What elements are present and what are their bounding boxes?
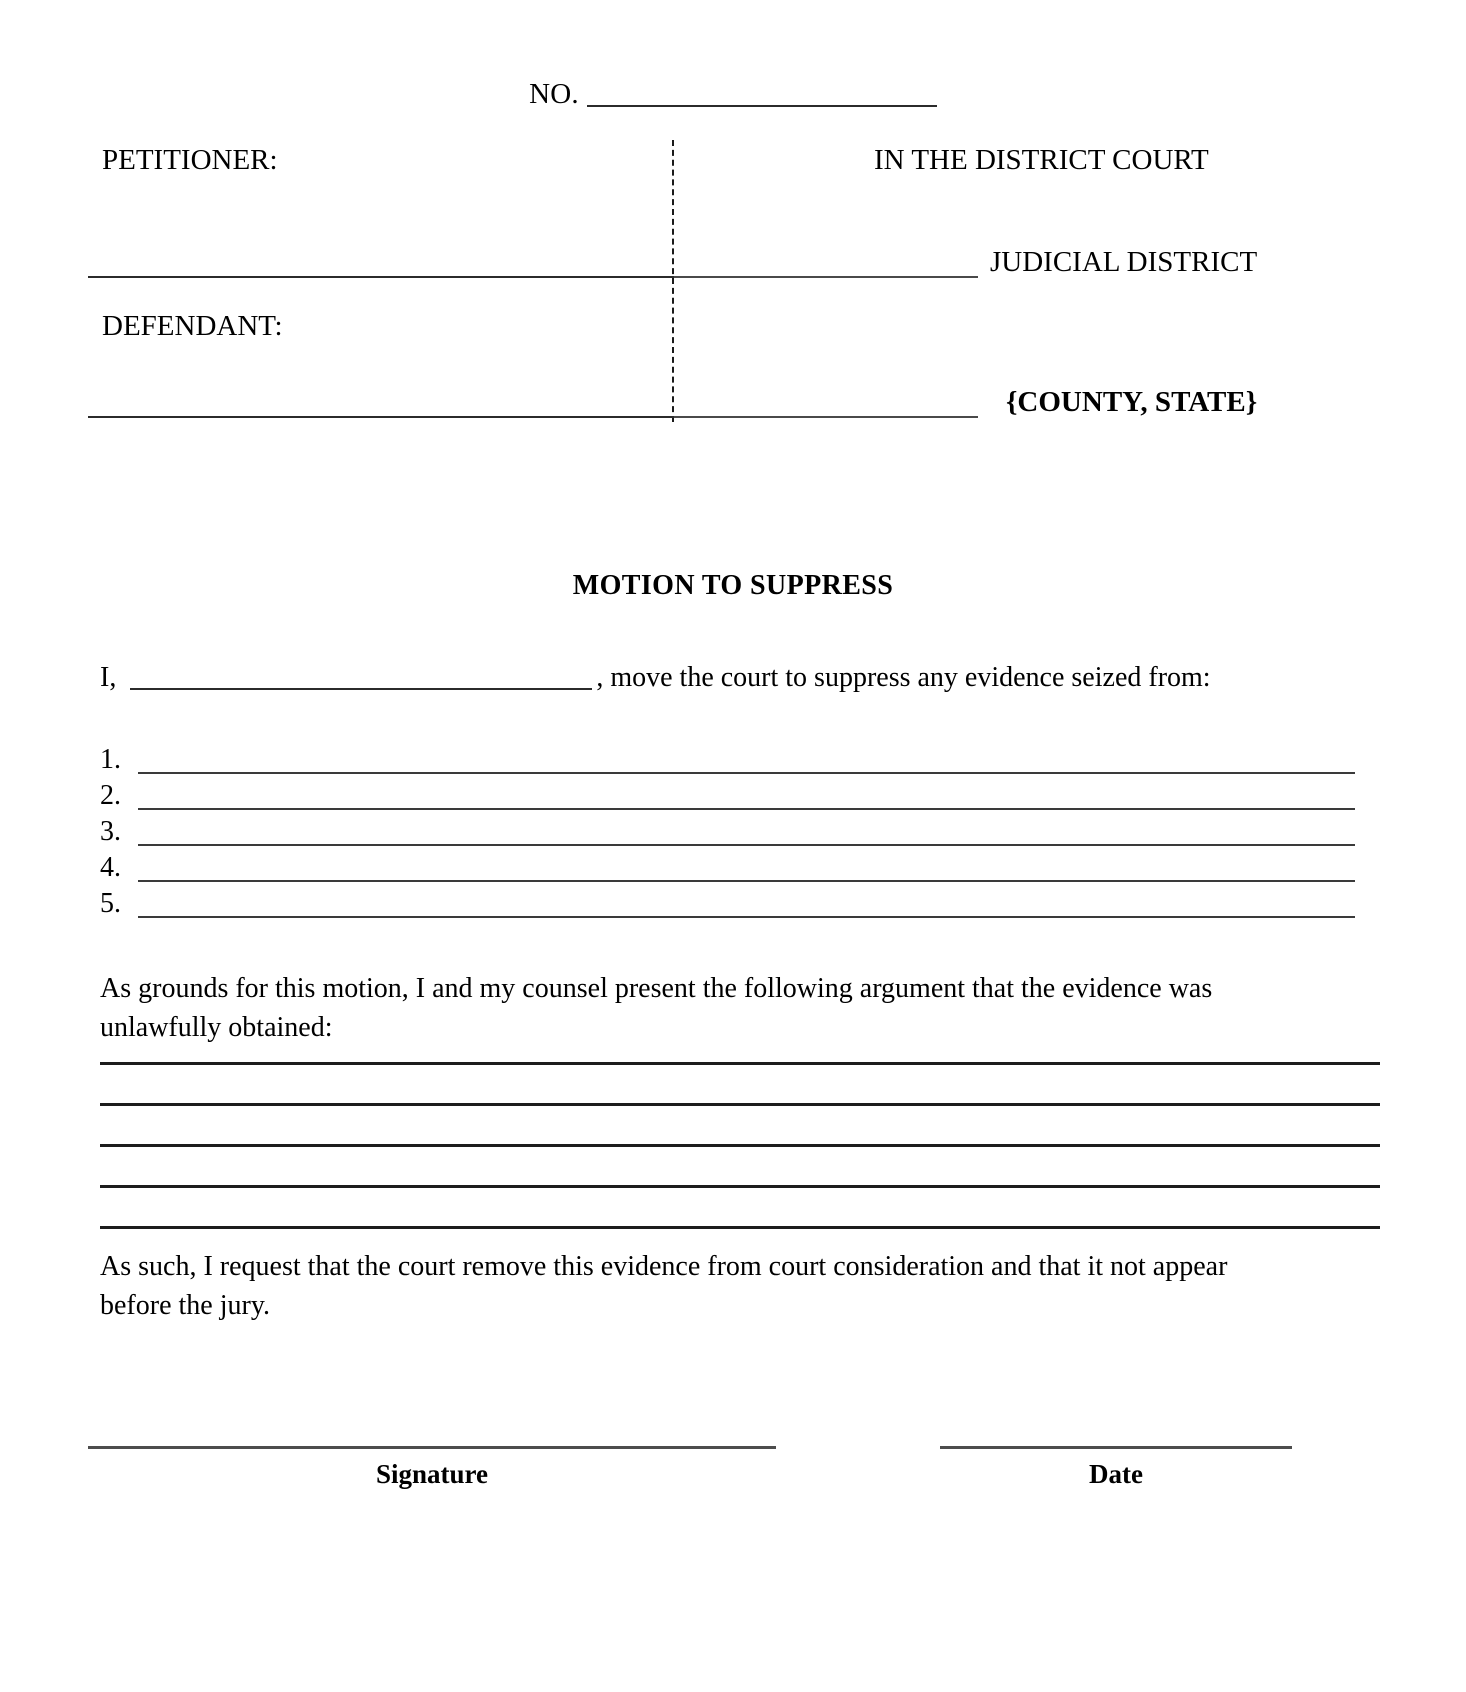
signature-row	[88, 1446, 1380, 1526]
page-title: MOTION TO SUPPRESS	[572, 570, 894, 601]
list-item-number: 3.	[100, 816, 121, 847]
petitioner-name-input[interactable]	[88, 276, 674, 278]
list-item	[100, 774, 1355, 810]
case-number-label: NO.	[529, 78, 579, 110]
list-item-number: 2.	[100, 780, 121, 811]
evidence-input-1[interactable]	[138, 742, 1355, 774]
list-item-number: 4.	[100, 852, 121, 883]
date-block	[940, 1446, 1292, 1490]
request-paragraph: As such, I request that the court remove this evidence from court consideration and that it not appear before the jury.	[100, 1251, 1228, 1321]
judicial-district-number-input[interactable]	[674, 276, 978, 278]
list-item	[100, 810, 1355, 846]
evidence-list	[100, 738, 1355, 918]
movant-prefix-text: I,	[100, 662, 117, 693]
defendant-label: DEFENDANT:	[102, 310, 283, 342]
grounds-line-3[interactable]	[100, 1106, 1380, 1147]
county-state-input[interactable]	[674, 416, 978, 418]
grounds-line-1[interactable]	[100, 1024, 1380, 1065]
movant-suffix-text: , move the court to suppress any evidence seized from:	[596, 662, 1211, 693]
list-item	[100, 846, 1355, 882]
evidence-input-5[interactable]	[138, 886, 1355, 918]
case-number-input[interactable]	[587, 79, 937, 107]
signature-label: Signature	[375, 1459, 489, 1489]
county-state-text: {COUNTY, STATE}	[1006, 386, 1258, 418]
list-item	[100, 882, 1355, 918]
petitioner-label: PETITIONER:	[102, 144, 278, 176]
grounds-line-5[interactable]	[100, 1188, 1380, 1229]
evidence-input-3[interactable]	[138, 814, 1355, 846]
grounds-line-4[interactable]	[100, 1147, 1380, 1188]
case-number-row	[0, 78, 1466, 111]
judicial-district-text: JUDICIAL DISTRICT	[990, 246, 1258, 278]
movant-intro-line	[100, 662, 1380, 694]
date-label: Date	[1089, 1459, 1143, 1489]
district-court-text: IN THE DISTRICT COURT	[874, 144, 1209, 176]
evidence-input-4[interactable]	[138, 850, 1355, 882]
grounds-writing-lines	[100, 1024, 1380, 1229]
list-item	[100, 738, 1355, 774]
grounds-line-2[interactable]	[100, 1065, 1380, 1106]
signature-input[interactable]	[88, 1446, 776, 1449]
list-item-number: 5.	[100, 888, 121, 919]
evidence-input-2[interactable]	[138, 778, 1355, 810]
signature-block	[88, 1446, 776, 1490]
grounds-paragraph: As grounds for this motion, I and my counsel present the following argument that the evidence was unlawfully obtained:	[100, 973, 1213, 1043]
movant-name-input[interactable]	[130, 664, 592, 690]
date-input[interactable]	[940, 1446, 1292, 1449]
defendant-name-input[interactable]	[88, 416, 674, 418]
caption-block	[88, 136, 1378, 422]
list-item-number: 1.	[100, 744, 121, 775]
caption-vertical-divider	[672, 140, 674, 422]
